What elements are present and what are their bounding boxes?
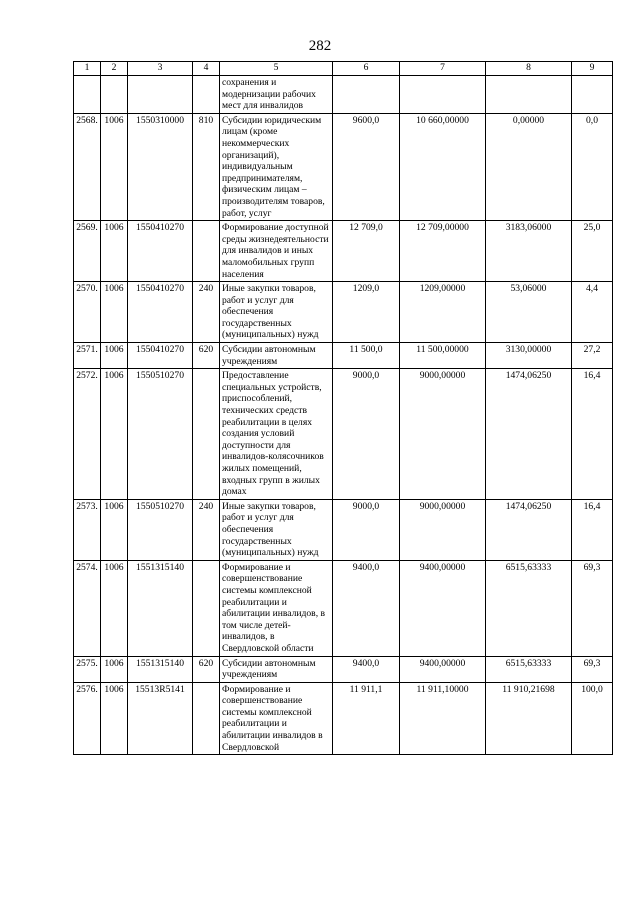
limit-amount-cell: 1209,00000 [400,282,486,343]
budget-table-body [74,62,613,755]
executed-amount-cell: 3130,00000 [486,343,572,369]
column-header: 1 [74,62,101,76]
item-name-cell: Субсидии юридическим лицам (кроме некоммерческих организаций), индивидуальным предпринимателям, физическим лицам – производителям товаров, работ, услуг [220,113,333,220]
expense-kind-cell [193,682,220,755]
section-code-cell: 1006 [101,282,128,343]
expense-kind-cell: 240 [193,499,220,560]
column-header: 5 [220,62,333,76]
executed-amount-cell [486,76,572,114]
column-header: 7 [400,62,486,76]
execution-percent-cell: 0,0 [572,113,613,220]
section-code-cell: 1006 [101,343,128,369]
expense-kind-cell: 620 [193,343,220,369]
row-number-cell: 2576. [74,682,101,755]
row-number-cell: 2571. [74,343,101,369]
executed-amount-cell: 6515,63333 [486,656,572,682]
planned-amount-cell: 11 911,1 [333,682,400,755]
planned-amount-cell: 12 709,0 [333,221,400,282]
item-name-cell: Субсидии автономным учреждениям [220,343,333,369]
table-row [74,369,613,500]
row-number-cell: 2570. [74,282,101,343]
expense-kind-cell [193,76,220,114]
limit-amount-cell: 11 911,10000 [400,682,486,755]
row-number-cell: 2573. [74,499,101,560]
item-name-cell: Предоставление специальных устройств, приспособлений, технических средств реабилитации в целях создания условий доступности для инвалидов-колясочников жилых помещений, входных групп в жилых домах [220,369,333,500]
section-code-cell [101,76,128,114]
limit-amount-cell [400,76,486,114]
header-row [74,62,613,76]
execution-percent-cell: 69,3 [572,560,613,656]
planned-amount-cell: 9400,0 [333,560,400,656]
execution-percent-cell: 16,4 [572,499,613,560]
section-code-cell: 1006 [101,656,128,682]
table-row [74,499,613,560]
planned-amount-cell: 9400,0 [333,656,400,682]
target-code-cell: 1550410270 [128,282,193,343]
limit-amount-cell: 9000,00000 [400,369,486,500]
planned-amount-cell: 9000,0 [333,499,400,560]
executed-amount-cell: 11 910,21698 [486,682,572,755]
execution-percent-cell: 100,0 [572,682,613,755]
column-header: 8 [486,62,572,76]
table-row [74,113,613,220]
expense-kind-cell [193,560,220,656]
executed-amount-cell: 1474,06250 [486,499,572,560]
item-name-cell: Иные закупки товаров, работ и услуг для обеспечения государственных (муниципальных) нужд [220,499,333,560]
page-number: 282 [308,38,332,54]
item-name-cell: Формирование и совершенствование системы комплексной реабилитации и абилитации инвалидов в Свердловской [220,682,333,755]
planned-amount-cell [333,76,400,114]
limit-amount-cell: 10 660,00000 [400,113,486,220]
target-code-cell: 15513R5141 [128,682,193,755]
target-code-cell: 1550510270 [128,499,193,560]
table-row [74,343,613,369]
table-row [74,282,613,343]
execution-percent-cell: 4,4 [572,282,613,343]
execution-percent-cell [572,76,613,114]
table-row [74,560,613,656]
target-code-cell: 1550510270 [128,369,193,500]
table-row [74,682,613,755]
expense-kind-cell [193,221,220,282]
planned-amount-cell: 11 500,0 [333,343,400,369]
planned-amount-cell: 1209,0 [333,282,400,343]
item-name-cell: Формирование доступной среды жизнедеятельности для инвалидов и иных маломобильных групп населения [220,221,333,282]
target-code-cell: 1551315140 [128,656,193,682]
limit-amount-cell: 9400,00000 [400,560,486,656]
execution-percent-cell: 27,2 [572,343,613,369]
table-row [74,76,613,114]
column-header: 3 [128,62,193,76]
target-code-cell [128,76,193,114]
expense-kind-cell: 620 [193,656,220,682]
row-number-cell: 2572. [74,369,101,500]
column-header: 9 [572,62,613,76]
table-row [74,221,613,282]
limit-amount-cell: 9400,00000 [400,656,486,682]
executed-amount-cell: 3183,06000 [486,221,572,282]
column-header: 4 [193,62,220,76]
expense-kind-cell: 810 [193,113,220,220]
executed-amount-cell: 1474,06250 [486,369,572,500]
row-number-cell: 2574. [74,560,101,656]
item-name-cell: Субсидии автономным учреждениям [220,656,333,682]
expense-kind-cell: 240 [193,282,220,343]
item-name-cell: Формирование и совершенствование системы комплексной реабилитации и абилитации инвалидов, в том числе детей-инвалидов, в Свердловской области [220,560,333,656]
section-code-cell: 1006 [101,221,128,282]
section-code-cell: 1006 [101,369,128,500]
column-header: 2 [101,62,128,76]
section-code-cell: 1006 [101,682,128,755]
execution-percent-cell: 69,3 [572,656,613,682]
executed-amount-cell: 6515,63333 [486,560,572,656]
expense-kind-cell [193,369,220,500]
row-number-cell [74,76,101,114]
item-name-cell: Иные закупки товаров, работ и услуг для обеспечения государственных (муниципальных) нужд [220,282,333,343]
planned-amount-cell: 9600,0 [333,113,400,220]
row-number-cell: 2575. [74,656,101,682]
row-number-cell: 2568. [74,113,101,220]
section-code-cell: 1006 [101,499,128,560]
section-code-cell: 1006 [101,560,128,656]
table-row [74,656,613,682]
section-code-cell: 1006 [101,113,128,220]
target-code-cell: 1551315140 [128,560,193,656]
executed-amount-cell: 53,06000 [486,282,572,343]
row-number-cell: 2569. [74,221,101,282]
executed-amount-cell: 0,00000 [486,113,572,220]
execution-percent-cell: 25,0 [572,221,613,282]
item-name-cell: сохранения и модернизации рабочих мест для инвалидов [220,76,333,114]
limit-amount-cell: 12 709,00000 [400,221,486,282]
budget-table [73,61,613,755]
column-header: 6 [333,62,400,76]
limit-amount-cell: 9000,00000 [400,499,486,560]
target-code-cell: 1550410270 [128,221,193,282]
planned-amount-cell: 9000,0 [333,369,400,500]
target-code-cell: 1550310000 [128,113,193,220]
limit-amount-cell: 11 500,00000 [400,343,486,369]
execution-percent-cell: 16,4 [572,369,613,500]
target-code-cell: 1550410270 [128,343,193,369]
